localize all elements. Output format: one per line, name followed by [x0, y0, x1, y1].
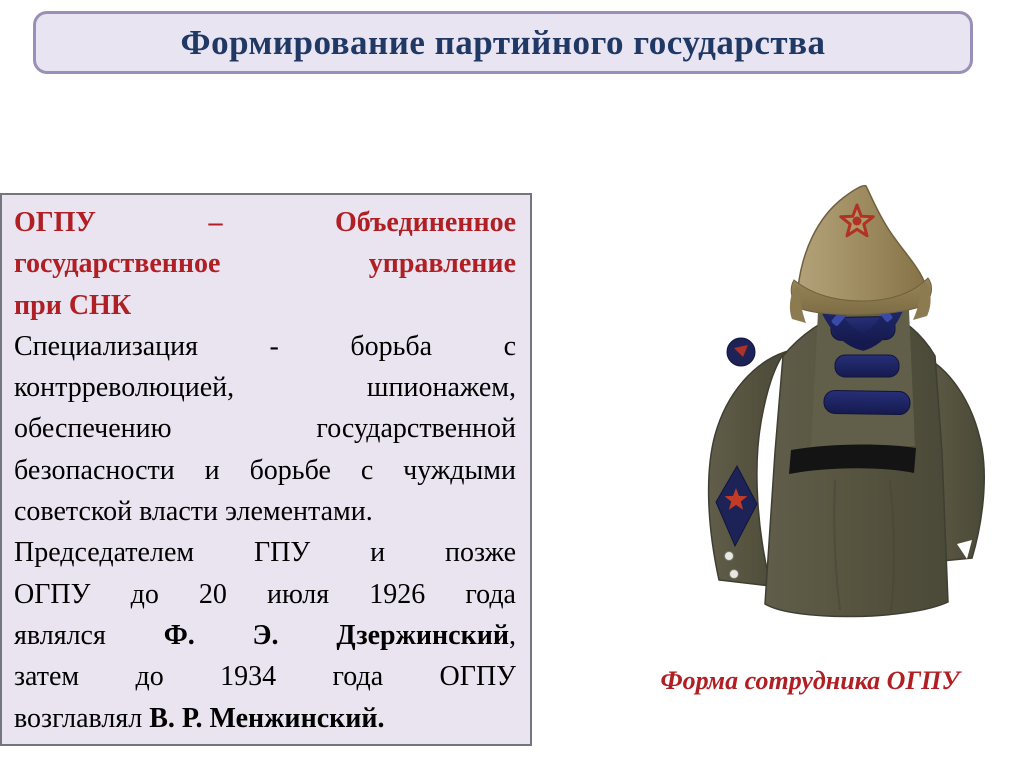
text-line: советской власти элементами.	[14, 496, 373, 528]
chest-bar	[835, 355, 899, 377]
text-segment: являлся	[14, 619, 164, 651]
text-line: Специализация - борьба с	[14, 330, 516, 362]
text-line: контрреволюцией, шпионажем,	[14, 372, 516, 404]
text-line: затем до 1934 года ОГПУ	[14, 661, 516, 693]
person-name: Ф. Э. Дзержинский	[163, 619, 509, 651]
text-line: ОГПУ – Объединенное	[14, 207, 516, 238]
budenovka-hat	[790, 186, 932, 323]
shoulder-patch	[727, 338, 755, 366]
image-caption: Форма сотрудника ОГПУ	[660, 666, 960, 695]
ogpu-uniform-photo	[685, 160, 1015, 660]
text-segment: возглавлял	[14, 702, 150, 734]
text-line: государственное управление	[14, 248, 516, 280]
hat-dome	[798, 186, 925, 305]
text-line: обеспечению государственной	[14, 413, 516, 445]
text-line: Председателем ГПУ и позже	[14, 537, 516, 569]
person-name: В. Р. Менжинский.	[149, 702, 385, 734]
text-line	[14, 698, 516, 739]
page-title: Формирование партийного государства	[180, 22, 826, 62]
info-box	[0, 193, 532, 746]
text-line: ОГПУ до 20 июля 1926 года	[14, 578, 516, 610]
title-banner	[33, 11, 973, 74]
text-line: при СНК	[14, 289, 132, 321]
text-segment: ,	[508, 619, 516, 651]
text-line	[14, 615, 516, 656]
chest-bar	[824, 390, 910, 414]
text-line: безопасности и борьбе с чуждыми	[14, 454, 516, 486]
